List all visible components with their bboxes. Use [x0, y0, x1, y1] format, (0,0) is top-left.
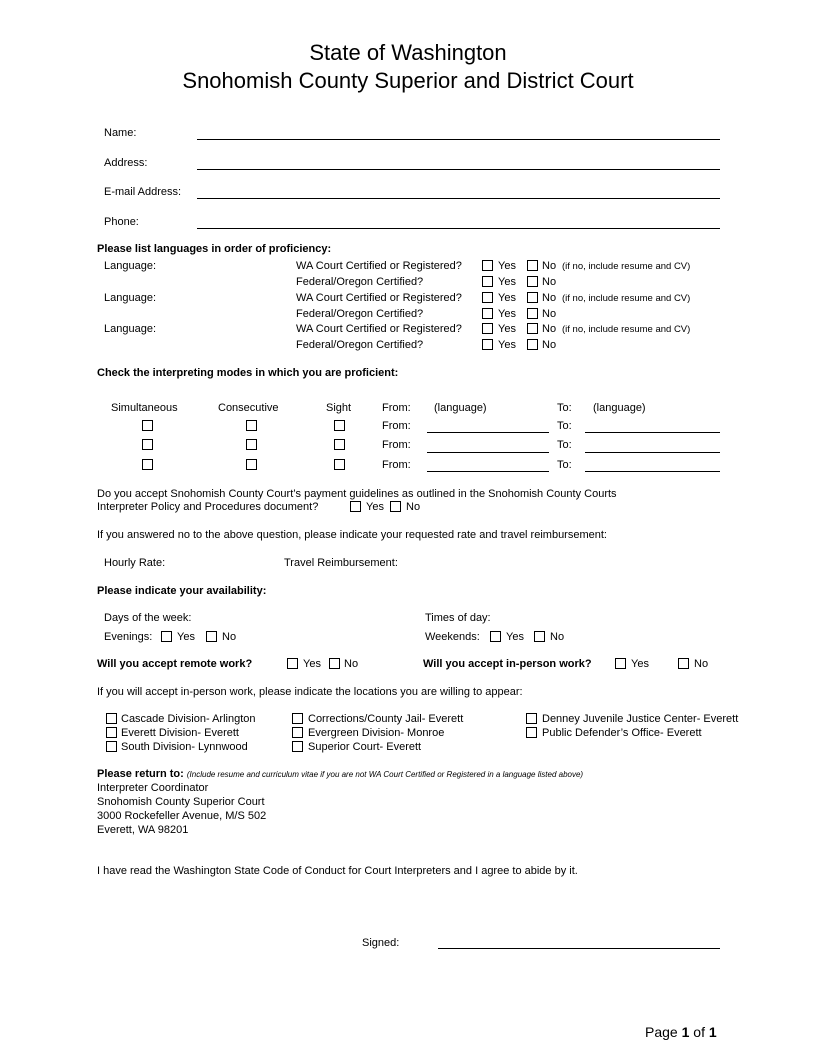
wa-yes-label-2: Yes — [498, 292, 516, 304]
wa-no-note-1: (if no, include resume and CV) — [562, 261, 691, 272]
page-number — [645, 1024, 717, 1040]
payment-yes-checkbox[interactable] — [350, 501, 361, 512]
wa-certified-label-1: WA Court Certified or Registered? — [296, 260, 462, 272]
from-label-2: From: — [382, 439, 411, 451]
signature-field[interactable] — [438, 948, 720, 949]
evenings-no-label: No — [222, 631, 237, 643]
fed-certified-label-1: Federal/Oregon Certified? — [296, 276, 424, 288]
payment-question-line1: Do you accept Snohomish County Court’s payment guidelines as outlined in the Snohomish County Courts — [97, 488, 617, 500]
fed-yes-label-2: Yes — [498, 308, 516, 320]
location-everett-label: Everett Division- Everett — [121, 727, 239, 739]
from-language-field-2[interactable] — [427, 452, 549, 453]
inperson-no-label: No — [694, 658, 709, 670]
to-header: To: — [557, 402, 572, 414]
to-label-2: To: — [557, 439, 572, 451]
language-label-2: Language: — [104, 292, 156, 304]
wa-no-note-2: (if no, include resume and CV) — [562, 293, 691, 304]
wa-no-label-2: No — [542, 292, 557, 304]
return-to-label: Please return to: — [97, 768, 184, 780]
sight-label: Sight — [326, 402, 352, 414]
email-label: E-mail Address: — [104, 186, 182, 198]
page-word: Page — [645, 1024, 678, 1040]
fed-no-checkbox-3[interactable] — [527, 339, 538, 350]
location-evergreen-label: Evergreen Division- Monroe — [308, 727, 445, 739]
page-of: of — [693, 1024, 705, 1040]
wa-no-label-3: No — [542, 323, 557, 335]
to-language-field-3[interactable] — [585, 471, 720, 472]
location-corrections-checkbox[interactable] — [292, 713, 303, 724]
consecutive-label: Consecutive — [218, 402, 279, 414]
location-cascade-label: Cascade Division- Arlington — [121, 713, 256, 725]
remote-no-checkbox[interactable] — [329, 658, 340, 669]
address-field[interactable] — [197, 169, 720, 170]
payment-yes-label: Yes — [366, 501, 384, 513]
evenings-label: Evenings: — [104, 631, 153, 643]
remote-yes-label: Yes — [303, 658, 321, 670]
wa-yes-label-3: Yes — [498, 323, 516, 335]
evenings-yes-label: Yes — [177, 631, 195, 643]
days-label: Days of the week: — [104, 612, 192, 624]
to-label-1: To: — [557, 420, 572, 432]
remote-yes-checkbox[interactable] — [287, 658, 298, 669]
language-label-1: Language: — [104, 260, 156, 272]
modes-heading: Check the interpreting modes in which you are proficient: — [97, 367, 399, 379]
page-total: 1 — [708, 1024, 717, 1040]
simultaneous-checkbox-3[interactable] — [142, 459, 153, 470]
name-field[interactable] — [197, 139, 720, 140]
simultaneous-checkbox-1[interactable] — [142, 420, 153, 431]
fed-yes-label-1: Yes — [498, 276, 516, 288]
location-public-defender-label: Public Defender’s Office- Everett — [542, 727, 702, 739]
from-language-field-1[interactable] — [427, 432, 549, 433]
fed-no-label-3: No — [542, 339, 557, 351]
availability-heading: Please indicate your availability: — [97, 585, 267, 597]
sight-checkbox-1[interactable] — [334, 420, 345, 431]
return-address-line2: Snohomish County Superior Court — [97, 796, 265, 808]
payment-no-label: No — [406, 501, 421, 513]
locations-prompt: If you will accept in-person work, please indicate the locations you are willing to appear: — [97, 686, 523, 698]
return-to-line — [97, 768, 583, 780]
to-language-hint: (language) — [593, 402, 646, 414]
from-language-hint: (language) — [434, 402, 487, 414]
to-language-field-1[interactable] — [585, 432, 720, 433]
weekends-no-label: No — [550, 631, 565, 643]
simultaneous-checkbox-2[interactable] — [142, 439, 153, 450]
fed-yes-checkbox-1[interactable] — [482, 276, 493, 287]
fed-certified-label-3: Federal/Oregon Certified? — [296, 339, 424, 351]
email-field[interactable] — [197, 198, 720, 199]
payment-question-line2: Interpreter Policy and Procedures document? — [97, 501, 319, 513]
conduct-agreement: I have read the Washington State Code of Conduct for Court Interpreters and I agree to abide by it. — [97, 865, 578, 877]
wa-yes-label-1: Yes — [498, 260, 516, 272]
rate-followup-text: If you answered no to the above question, please indicate your requested rate and travel reimbursement: — [97, 529, 607, 541]
location-corrections-label: Corrections/County Jail- Everett — [308, 713, 464, 725]
inperson-question: Will you accept in-person work? — [423, 658, 592, 670]
fed-certified-label-2: Federal/Oregon Certified? — [296, 308, 424, 320]
weekends-label: Weekends: — [425, 631, 480, 643]
location-south-checkbox[interactable] — [106, 741, 117, 752]
return-address-line4: Everett, WA 98201 — [97, 824, 189, 836]
sight-checkbox-3[interactable] — [334, 459, 345, 470]
evenings-no-checkbox[interactable] — [206, 631, 217, 642]
hourly-rate-label: Hourly Rate: — [104, 557, 166, 569]
consecutive-checkbox-2[interactable] — [246, 439, 257, 450]
fed-yes-checkbox-3[interactable] — [482, 339, 493, 350]
wa-certified-label-3: WA Court Certified or Registered? — [296, 323, 462, 335]
evenings-yes-checkbox[interactable] — [161, 631, 172, 642]
inperson-yes-checkbox[interactable] — [615, 658, 626, 669]
language-label-3: Language: — [104, 323, 156, 335]
wa-yes-checkbox-2[interactable] — [482, 292, 493, 303]
location-superior-label: Superior Court- Everett — [308, 741, 422, 753]
location-evergreen-checkbox[interactable] — [292, 727, 303, 738]
name-label: Name: — [104, 127, 137, 139]
wa-yes-checkbox-1[interactable] — [482, 260, 493, 271]
location-cascade-checkbox[interactable] — [106, 713, 117, 724]
fed-no-label-1: No — [542, 276, 557, 288]
fed-yes-label-3: Yes — [498, 339, 516, 351]
to-label-3: To: — [557, 459, 572, 471]
location-superior-checkbox[interactable] — [292, 741, 303, 752]
signed-label: Signed: — [362, 937, 400, 949]
return-address-line1: Interpreter Coordinator — [97, 782, 209, 794]
remote-question: Will you accept remote work? — [97, 658, 253, 670]
consecutive-checkbox-3[interactable] — [246, 459, 257, 470]
location-south-label: South Division- Lynnwood — [121, 741, 248, 753]
wa-no-checkbox-1[interactable] — [527, 260, 538, 271]
fed-no-checkbox-2[interactable] — [527, 308, 538, 319]
simultaneous-label: Simultaneous — [111, 402, 178, 414]
inperson-no-checkbox[interactable] — [678, 658, 689, 669]
wa-certified-label-2: WA Court Certified or Registered? — [296, 292, 462, 304]
wa-no-checkbox-3[interactable] — [527, 323, 538, 334]
from-language-field-3[interactable] — [427, 471, 549, 472]
phone-label: Phone: — [104, 216, 139, 228]
fed-no-label-2: No — [542, 308, 557, 320]
wa-yes-checkbox-3[interactable] — [482, 323, 493, 334]
location-public-defender-checkbox[interactable] — [526, 727, 537, 738]
address-label: Address: — [104, 157, 148, 169]
location-everett-checkbox[interactable] — [106, 727, 117, 738]
sight-checkbox-2[interactable] — [334, 439, 345, 450]
from-header: From: — [382, 402, 411, 414]
fed-no-checkbox-1[interactable] — [527, 276, 538, 287]
wa-no-label-1: No — [542, 260, 557, 272]
remote-no-label: No — [344, 658, 359, 670]
weekends-yes-checkbox[interactable] — [490, 631, 501, 642]
return-address-line3: 3000 Rockefeller Avenue, M/S 502 — [97, 810, 267, 822]
payment-no-checkbox[interactable] — [390, 501, 401, 512]
form-title-court: Snohomish County Superior and District Court — [182, 68, 634, 93]
location-denney-label: Denney Juvenile Justice Center- Everett — [542, 713, 739, 725]
page-current: 1 — [681, 1024, 690, 1040]
location-denney-checkbox[interactable] — [526, 713, 537, 724]
from-label-1: From: — [382, 420, 411, 432]
weekends-no-checkbox[interactable] — [534, 631, 545, 642]
consecutive-checkbox-1[interactable] — [246, 420, 257, 431]
fed-yes-checkbox-2[interactable] — [482, 308, 493, 319]
form-title-state: State of Washington — [309, 40, 507, 65]
weekends-yes-label: Yes — [506, 631, 524, 643]
wa-no-note-3: (if no, include resume and CV) — [562, 324, 691, 335]
times-label: Times of day: — [425, 612, 491, 624]
return-to-note: (Include resume and curriculum vitae if you are not WA Court Certified or Registered in a language listed above) — [186, 770, 584, 779]
inperson-yes-label: Yes — [631, 658, 649, 670]
travel-reimbursement-label: Travel Reimbursement: — [284, 557, 398, 569]
to-language-field-2[interactable] — [585, 452, 720, 453]
from-label-3: From: — [382, 459, 411, 471]
phone-field[interactable] — [197, 228, 720, 229]
languages-heading: Please list languages in order of proficiency: — [97, 243, 332, 255]
wa-no-checkbox-2[interactable] — [527, 292, 538, 303]
